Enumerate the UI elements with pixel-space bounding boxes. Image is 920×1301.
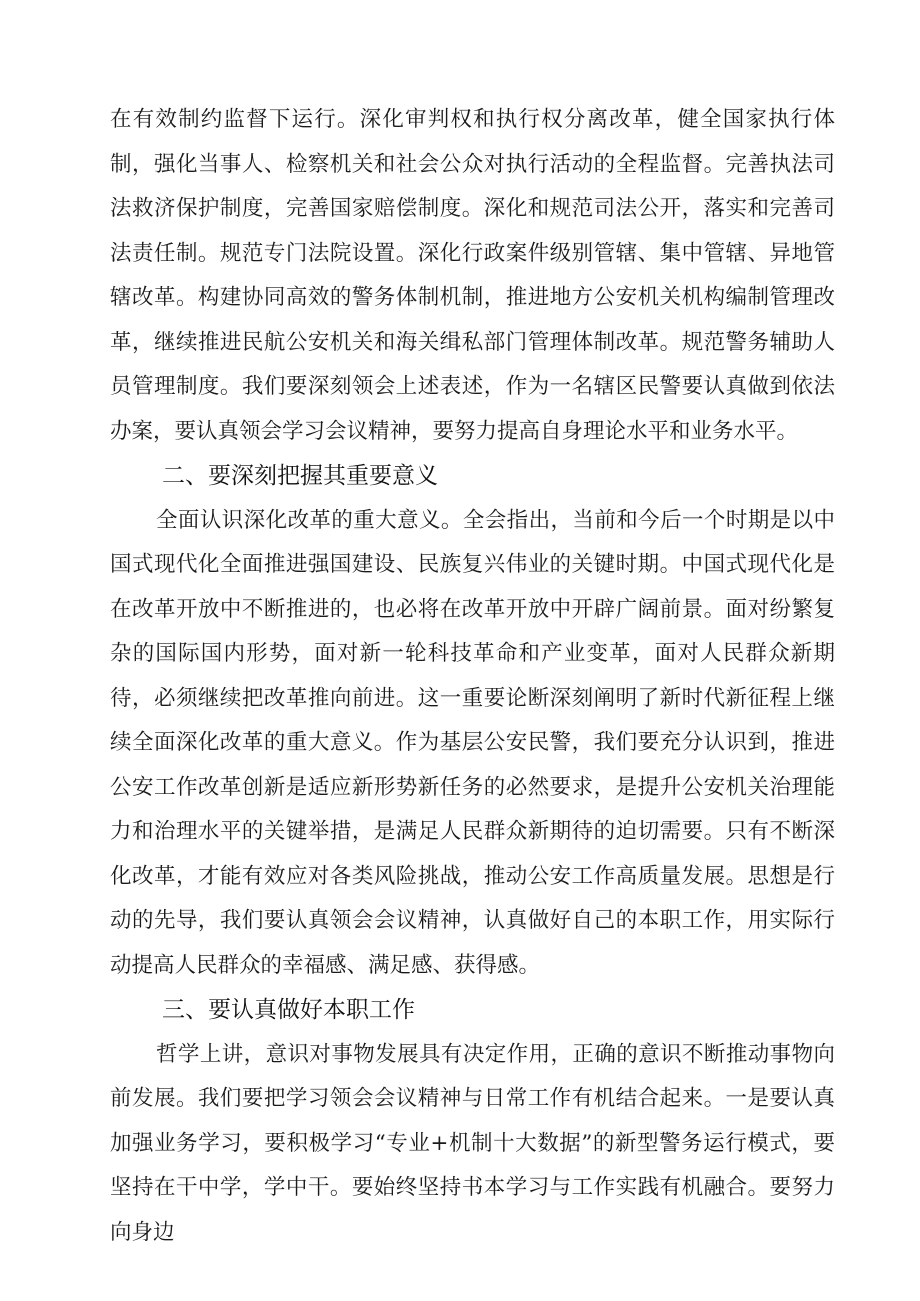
section-heading-2: 二、要深刻把握其重要意义 (162, 463, 438, 489)
paragraph-2: 全面认识深化改革的重大意义。全会指出，当前和今后一个时期是以中国式现代化全面推进强国建设、民族复兴伟业的关键时期。中国式现代化是在改革开放中不断推进的，也必将在改革开放中开辟广阔前景。面对纷繁复杂的国际国内形势，面对新一轮科技革命和产业变革，面对人民群众新期待，必须继续把改革推向前进。这一重要论断深刻阐明了新时代新征程上继续全面深化改革的重大意义。作为基层公安民警，我们要充分认识到，推进公安工作改革创新是适应新形势新任务的必然要求，是提升公安机关治理能力和治理水平的关键举措，是满足人民群众新期待的迫切需要。只有不断深化改革，才能有效应对各类风险挑战，推动公安工作高质量发展。思想是行动的先导，我们要认真领会会议精神，认真做好自己的本职工作，用实际行动提高人民群众的幸福感、满足感、获得感。 (110, 507, 835, 978)
paragraph-3: 哲学上讲，意识对事物发展具有决定作用，正确的意识不断推动事物向前发展。我们要把学习领会会议精神与日常工作有机结合起来。一是要认真加强业务学习，要积极学习“专业+机制十大数据”的新型警务运行模式，要坚持在干中学，学中干。要始终坚持书本学习与工作实践有机融合。要努力向身边 (110, 1041, 835, 1245)
paragraph-1: 在有效制约监督下运行。深化审判权和执行权分离改革，健全国家执行体制，强化当事人、检察机关和社会公众对执行活动的全程监督。完善执法司法救济保护制度，完善国家赔偿制度。深化和规范司法公开，落实和完善司法责任制。规范专门法院设置。深化行政案件级别管辖、集中管辖、异地管辖改革。构建协同高效的警务体制机制，推进地方公安机关机构编制管理改革，继续推进民航公安机关和海关缉私部门管理体制改革。规范警务辅助人员管理制度。我们要深刻领会上述表述，作为一名辖区民警要认真做到依法办案，要认真领会学习会议精神，要努力提高自身理论水平和业务水平。 (110, 107, 835, 444)
section-heading-3: 三、要认真做好本职工作 (162, 997, 415, 1023)
document-body (110, 98, 835, 1255)
